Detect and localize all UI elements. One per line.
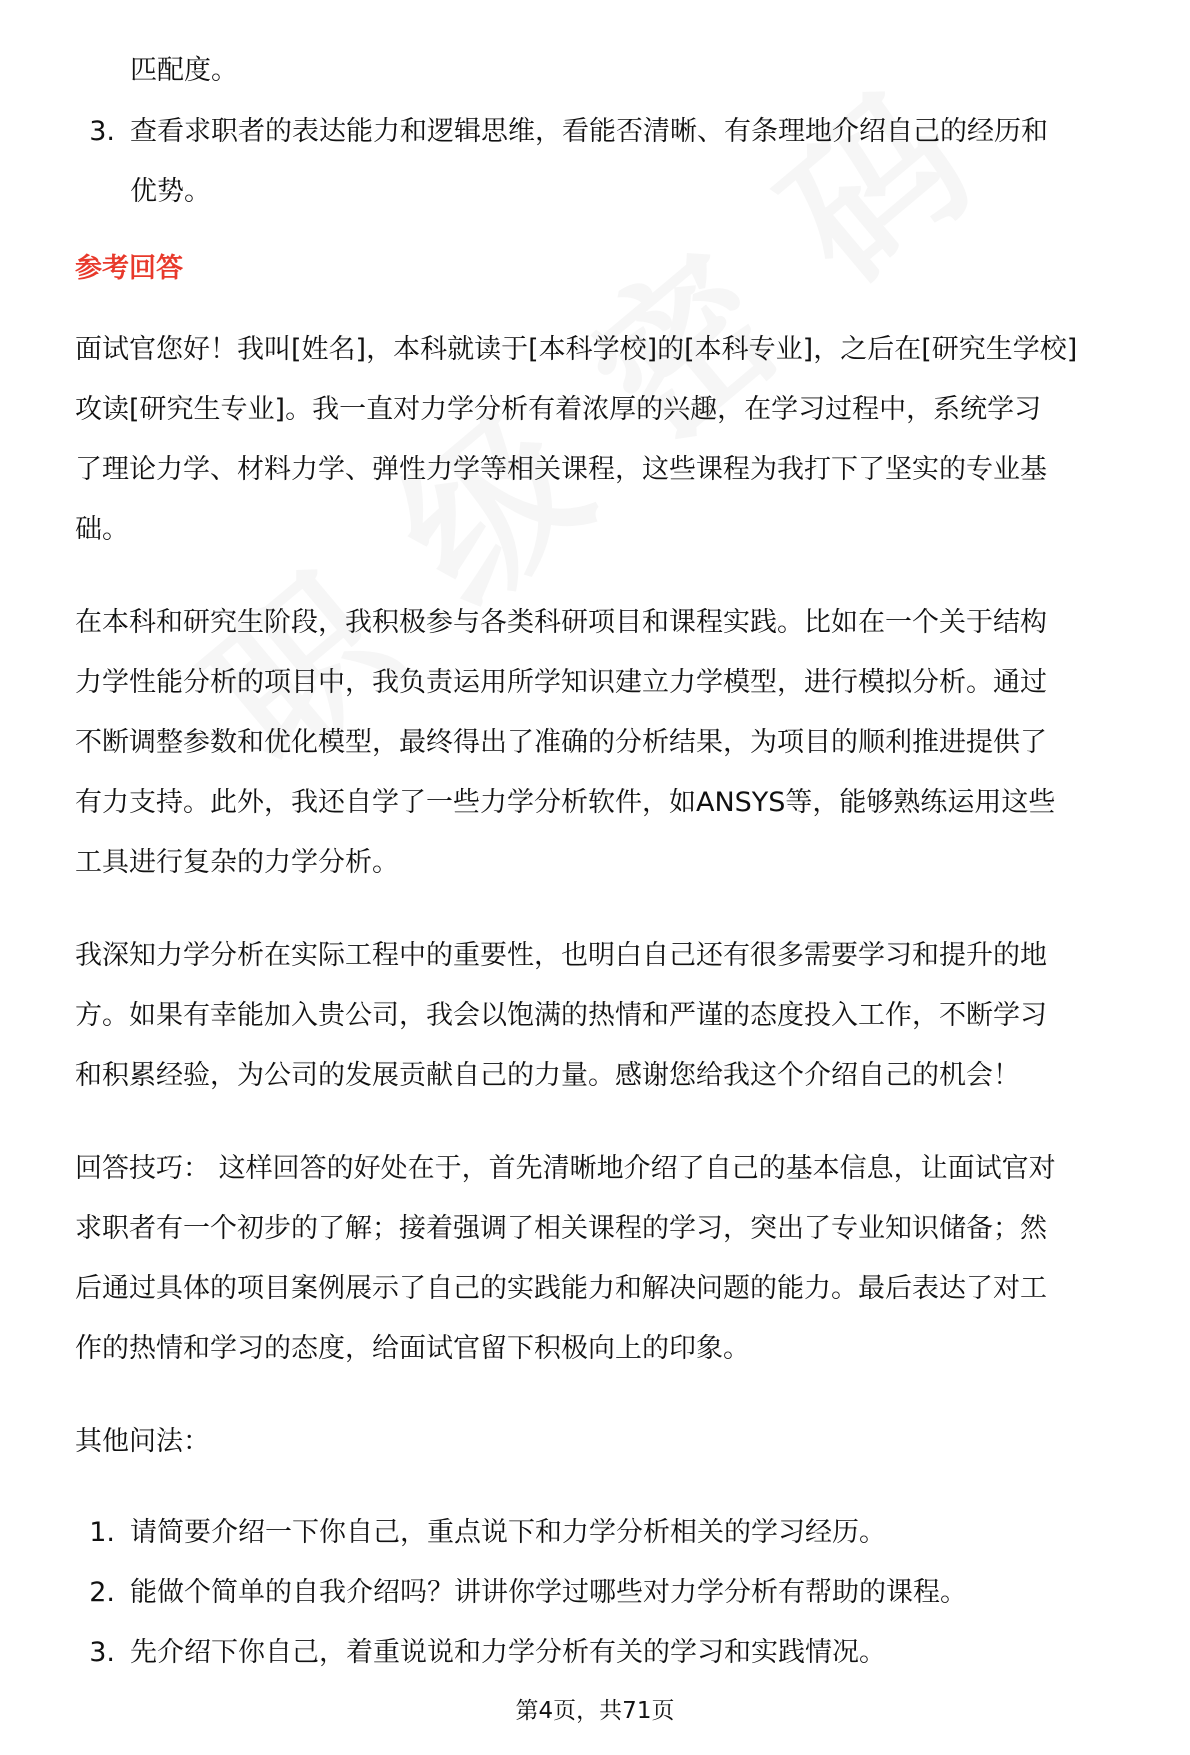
paragraph-line: 方。如果有幸能加入贵公司，我会以饱满的热情和严谨的态度投入工作，不断学习 <box>75 1000 1047 1031</box>
list-item-text: 请简要介绍一下你自己，重点说下和力学分析相关的学习经历。 <box>130 1517 886 1548</box>
paragraph-line: 我深知力学分析在实际工程中的重要性，也明白自己还有很多需要学习和提升的地 <box>75 940 1047 971</box>
tips-line: 求职者有一个初步的了解；接着强调了相关课程的学习，突出了专业知识储备；然 <box>75 1213 1047 1244</box>
paragraph-line: 工具进行复杂的力学分析。 <box>75 847 399 878</box>
paragraph-line: 有力支持。此外，我还自学了一些力学分析软件，如ANSYS等，能够熟练运用这些 <box>75 787 1056 818</box>
list-item-text: 优势。 <box>130 176 211 207</box>
paragraph-line: 不断调整参数和优化模型，最终得出了准确的分析结果，为项目的顺利推进提供了 <box>75 727 1047 758</box>
list-continuation: 匹配度。 <box>130 55 238 86</box>
other-questions-label: 其他问法： <box>75 1426 210 1457</box>
tips-line: 作的热情和学习的态度，给面试官留下积极向上的印象。 <box>75 1333 750 1364</box>
paragraph-line: 础。 <box>75 514 129 545</box>
paragraph-line: 了理论力学、材料力学、弹性力学等相关课程，这些课程为我打下了坚实的专业基 <box>75 454 1047 485</box>
paragraph-line: 力学性能分析的项目中，我负责运用所学知识建立力学模型，进行模拟分析。通过 <box>75 667 1047 698</box>
paragraph-line: 在本科和研究生阶段，我积极参与各类科研项目和课程实践。比如在一个关于结构 <box>75 607 1047 638</box>
list-item-text: 能做个简单的自我介绍吗？讲讲你学过哪些对力学分析有帮助的课程。 <box>130 1577 967 1608</box>
paragraph-line: 和积累经验，为公司的发展贡献自己的力量。感谢您给我这个介绍自己的机会！ <box>75 1060 1020 1091</box>
list-item-text: 查看求职者的表达能力和逻辑思维，看能否清晰、有条理地介绍自己的经历和 <box>130 116 1048 147</box>
page-footer: 第4页，共71页 <box>515 1698 675 1724</box>
list-number: 2. <box>89 1577 115 1608</box>
list-item-text: 先介绍下你自己，着重说说和力学分析有关的学习和实践情况。 <box>130 1637 886 1668</box>
tips-line: 后通过具体的项目案例展示了自己的实践能力和解决问题的能力。最后表达了对工 <box>75 1273 1047 1304</box>
section-heading: 参考回答 <box>75 253 183 284</box>
paragraph-line: 面试官您好！我叫[姓名]，本科就读于[本科学校]的[本科专业]，之后在[研究生学校] <box>75 334 1078 365</box>
list-number: 1. <box>89 1517 115 1548</box>
tips-line: 回答技巧： 这样回答的好处在于，首先清晰地介绍了自己的基本信息，让面试官对 <box>75 1153 1056 1184</box>
list-number: 3. <box>89 1637 115 1668</box>
list-number: 3. <box>89 116 115 147</box>
paragraph-line: 攻读[研究生专业]。我一直对力学分析有着浓厚的兴趣，在学习过程中，系统学习 <box>75 394 1042 425</box>
